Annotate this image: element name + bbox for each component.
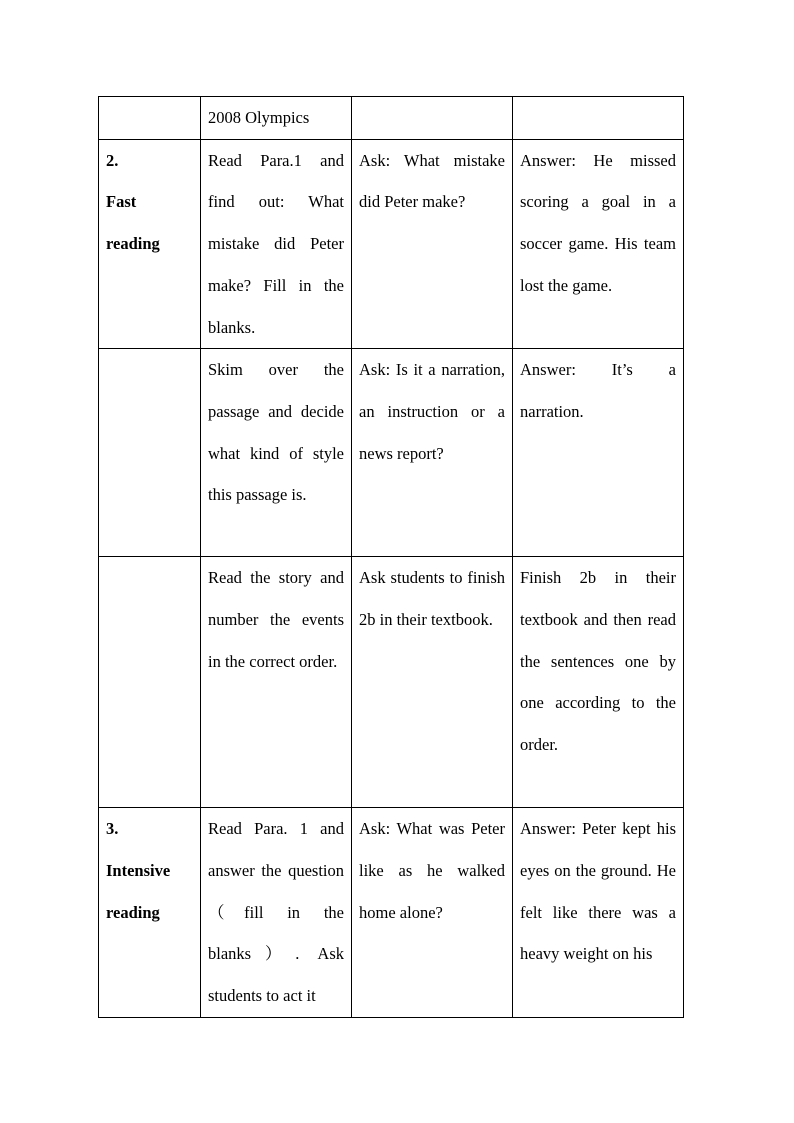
table-row — [99, 349, 684, 557]
stage-cell — [99, 557, 201, 808]
teacher-cell: Ask: What was Peter like as he walked home alone? — [352, 808, 513, 1018]
lesson-plan-table — [98, 96, 684, 1018]
teacher-cell — [352, 97, 513, 140]
activity-cell: Read Para.1 and find out: What mistake did Peter make? Fill in the blanks. — [201, 139, 352, 349]
activity-cell: 2008 Olympics — [201, 97, 352, 140]
activity-cell: Skim over the passage and decide what kind of style this passage is. — [201, 349, 352, 557]
activity-cell: Read the story and number the events in the correct order. — [201, 557, 352, 808]
table-row — [99, 97, 684, 140]
table-row — [99, 808, 684, 1018]
activity-cell: Read Para. 1 and answer the question （fill in the blanks）. Ask students to act it — [201, 808, 352, 1018]
stage-cell — [99, 97, 201, 140]
stage-cell: 3. Intensive reading — [99, 808, 201, 1018]
teacher-cell: Ask students to finish 2b in their textbook. — [352, 557, 513, 808]
table-row — [99, 557, 684, 808]
teacher-cell: Ask: Is it a narration, an instruction or a news report? — [352, 349, 513, 557]
students-cell: Answer: Peter kept his eyes on the ground. He felt like there was a heavy weight on his — [513, 808, 684, 1018]
stage-cell — [99, 349, 201, 557]
teacher-cell: Ask: What mistake did Peter make? — [352, 139, 513, 349]
students-cell: Finish 2b in their textbook and then read the sentences one by one according to the order. — [513, 557, 684, 808]
students-cell: Answer: He missed scoring a goal in a soccer game. His team lost the game. — [513, 139, 684, 349]
students-cell — [513, 97, 684, 140]
table-row — [99, 139, 684, 349]
stage-cell: 2. Fast reading — [99, 139, 201, 349]
students-cell: Answer: It’s a narration. — [513, 349, 684, 557]
